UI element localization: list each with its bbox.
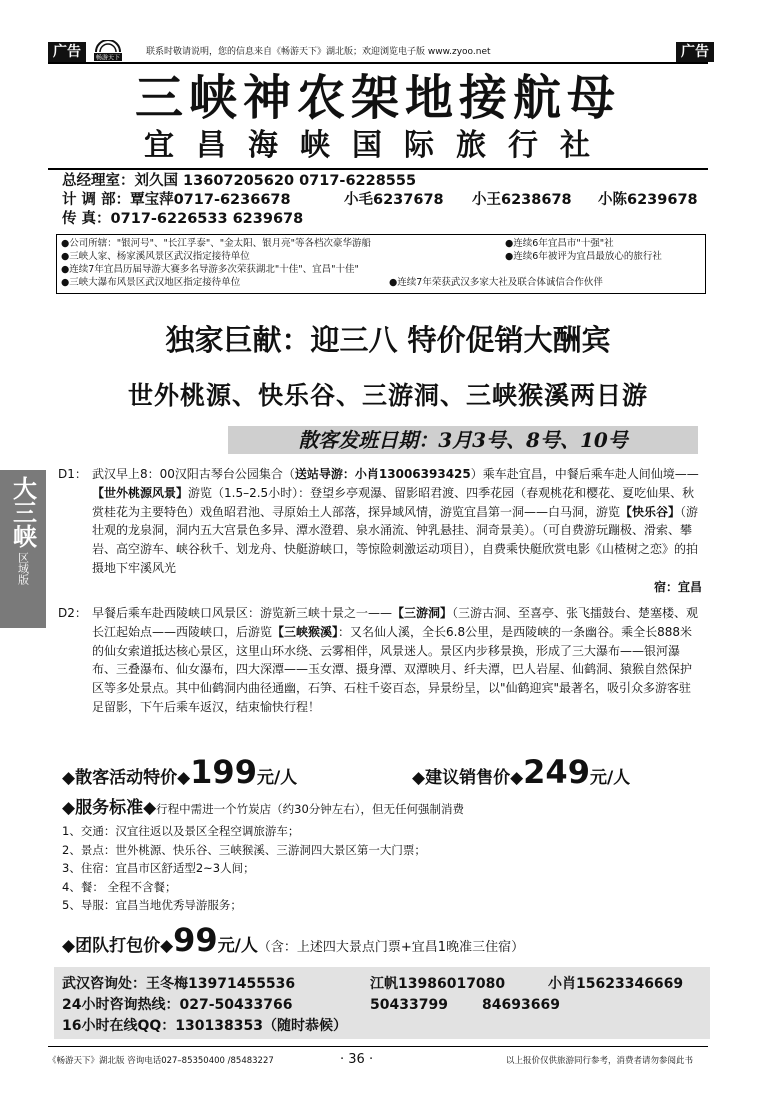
region-tab [0,470,46,628]
departure-dates: 散客发班日期：3月3号、8号、10号 [228,426,698,454]
agency-name: 宜昌海峡国际旅行社 [144,128,612,163]
day2-label: D2： [58,606,87,620]
footer-rule [48,1046,708,1047]
consult-box [54,967,710,1039]
consult-xiaoxiao: 小肖15623346669 [548,976,684,992]
feature-item: ●三峡大瀑布风景区武汉地区指定接待单位 [61,277,241,288]
feature-item: ●三峡人家、杨家溪风景区武汉指定接待单位 [61,251,250,262]
consult-jiangfan: 江帆13986017080 [370,976,506,992]
retail-price: ◆散客活动特价◆199元/人 [62,753,298,791]
day1-label: D1： [58,467,87,481]
feature-item: ●公司所辖："银河号"、"长江孚泰"、"金太阳、银月亮"等各档次豪华游船 [61,238,372,249]
contact-manager: 总经理室：刘久国 13607205620 0717-6228555 [62,173,417,189]
service-item: 5、导服：宜昌当地优秀导游服务； [62,898,242,912]
service-item: 2、景点：世外桃源、快乐谷、三峡猴溪、三游洞四大景区第一大门票； [62,842,426,857]
footer-disclaimer: 以上报价仅供旅游同行参考，消费者请勿参阅此书 [506,1056,694,1066]
feature-item: ●连续7年宜昌历届导游大赛多名导游多次荣获湖北"十佳"、宜昌"十佳" [61,264,359,275]
retail-price-value: 199 [190,753,257,791]
hotline-2: 50433799 [370,997,448,1013]
region-tab-subtitle: 区域版 [16,552,30,585]
hotline: 24小时咨询热线：027-50433766 [62,997,293,1013]
contact-dispatch: 计 调 部：覃宝萍0717-6236678 [62,192,291,208]
feature-item: ●连续7年荣获武汉多家大社及联合体诚信合作伙伴 [389,277,603,288]
service-item: 1、交通：汉宜往返以及景区全程空调旅游车； [62,824,300,838]
page-number: · 36 · [340,1052,374,1067]
day1-text: 武汉早上8：00汉阳古琴台公园集合（送站导游：小肖13006393425）乘车赴宜昌，中餐后乘车赴人间仙境——【世外桃源风景】游览（1.5–2.5小时）：登望乡亭观瀑、留影昭君渡、四季花园（春观桃花和樱花、夏吃仙果、秋赏桂花为主要特色）戏鱼昭君池、寻原始土人部落，探异域风情，游览宜昌第一洞——白马洞，游览【快乐谷】（游壮观的龙泉洞，洞内五大宫景色多异、潭水澄碧、泉水涌流、钟乳悬挂、洞奇景美）。（可自费游玩蹦极、滑索、攀岩、高空游车、峡谷秋千、划龙舟、快艇游峡口，等惊险刺激运动项目），自费乘快艇欣赏电影《山楂树之恋》的拍摄地下牢溪风光 [92,467,699,575]
day2-text: 早餐后乘车赴西陵峡口风景区：游览新三峡十景之一——【三游洞】（三游古洞、至喜亭、张飞擂鼓台、楚塞楼、观长江起始点——西陵峡口，后游览【三峡猴溪】：又名仙人溪，全长6.8公里，是西陵峡的一条幽谷。乘全长888米的仙女索道抵达核心景区，这里山环水绕、云雾相伴，风景迷人。景区内步移景换，形成了三大瀑布——银河瀑布、三叠瀑布、仙女瀑布，四大深潭——玉女潭、摄身潭、双潭映月、纤夫潭，巴人岩屋、仙鹤洞、猿猴自然保护区等多处景点。其中仙鹤洞内曲径通幽，石笋、石柱千姿百态，异景纷呈，以"仙鹤迎宾"最著名，吸引众多游客驻足留影，下午后乘车返汉，结束愉快行程！ [92,606,699,714]
service-title: ◆服务标准◆ [62,798,157,818]
ad-label-right: 广告 [676,42,714,62]
group-price-value: 99 [173,921,218,959]
contact-xiaochen: 小陈6239678 [598,192,698,208]
day1-stay: 宿：宜昌 [653,579,702,594]
suggested-price: ◆建议销售价◆249元/人 [412,753,631,791]
contact-xiaowang: 小王6238678 [472,192,572,208]
contact-fax: 传 真：0717-6226533 6239678 [62,211,304,227]
feature-item: ●连续6年宜昌市"十强"社 [505,238,614,249]
footer-publication: 《畅游天下》湖北版 咨询电话027–85350400 /85483227 [48,1056,274,1066]
promo-headline: 独家巨献：迎三八 特价促销大酬宾 [165,323,611,357]
service-header [62,795,464,822]
itinerary-day1 [58,465,702,597]
service-note: 行程中需进一个竹炭店（约30分钟左右），但无任何强制消费 [156,802,465,816]
feature-item: ●连续6年被评为宜昌最放心的旅行社 [505,251,662,262]
main-title: 三峡神农架地接航母 [134,70,621,126]
hotline-3: 84693669 [482,997,560,1013]
header-notice: 联系时敬请说明，您的信息来自《畅游天下》湖北版；欢迎浏览电子版 www.zyoo.net [146,47,491,57]
region-tab-title: 大三峡 [8,476,38,548]
logo-text: 畅游天下 [95,54,121,62]
group-price: ◆团队打包价◆99元/人（含：上述四大景点门票+宜昌1晚准三住宿） [62,921,525,959]
title-rule [48,168,708,170]
ad-label-left: 广告 [48,42,86,62]
header-rule [48,62,708,64]
service-list [62,822,426,915]
service-item: 3、住宿：宜昌市区舒适型2~3人间； [62,861,255,875]
promo-route: 世外桃源、快乐谷、三游洞、三峡猴溪两日游 [127,381,648,410]
online-qq: 16小时在线QQ：130138353（随时恭候） [62,1018,347,1034]
contact-xiaomao: 小毛6237678 [344,192,444,208]
features-box [56,234,706,294]
group-price-note: （含：上述四大景点门票+宜昌1晚准三住宿） [257,940,525,955]
suggested-price-value: 249 [523,753,590,791]
itinerary-day2 [58,604,702,717]
service-item: 4、餐： 全程不含餐； [62,879,177,894]
consult-wuhan: 武汉咨询处：王冬梅13971455536 [62,976,296,992]
